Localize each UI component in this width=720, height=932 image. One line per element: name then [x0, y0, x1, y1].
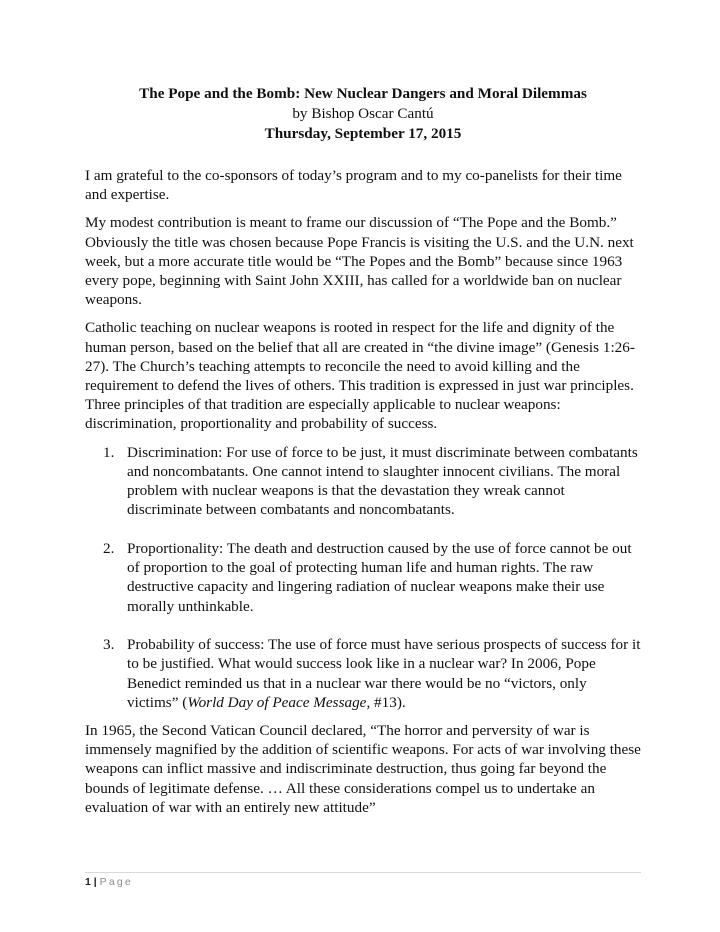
- list-number: 2.: [103, 539, 115, 557]
- principles-list: [85, 443, 641, 712]
- list-item-text-start: Probability of success: The use of force must have serious prospects of success for it to be justified. What would success look like in a nuclear war? In 2006, Pope Benedict reminded us that in a nuclear war there would be no “victors, only victims” (: [127, 636, 641, 711]
- document-title: The Pope and the Bomb: New Nuclear Dangers and Moral Dilemmas: [139, 85, 587, 102]
- byline: by Bishop Oscar Cantú: [292, 105, 434, 122]
- paragraph-frame: My modest contribution is meant to frame our discussion of “The Pope and the Bomb.” Obviously the title was chosen because Pope Francis is visiting the U.S. and the U.N. next week, but a more accurate title would be “The Popes and the Bomb” because since 1963 every pope, beginning with Saint John XXIII, has called for a worldwide ban on nuclear weapons.: [85, 214, 634, 309]
- list-item-probability-of-success: [85, 635, 641, 712]
- list-item-text: Proportionality: The death and destruction caused by the use of force cannot be out of proportion to the goal of protecting human life and human rights. The raw destructive capacity and lingering radiation of nuclear weapons make their use morally unthinkable.: [127, 539, 632, 615]
- footer-separator: |: [93, 876, 97, 888]
- paragraph-intro: I am grateful to the co-sponsors of today’s program and to my co-panelists for their time and expertise.: [85, 167, 622, 204]
- title-block: [85, 84, 641, 144]
- page-footer: [85, 872, 641, 888]
- list-item-text: Discrimination: For use of force to be just, it must discriminate between combatants and noncombatants. One cannot intend to slaughter innocent civilians. The moral problem with nuclear weapons is that the devastation they wreak cannot discriminate between combatants and noncombatants.: [127, 443, 638, 519]
- paragraph-vatican-council: In 1965, the Second Vatican Council declared, “The horror and perversity of war is immensely magnified by the addition of scientific weapons. For acts of war involving these weapons can inflict massive and indiscriminate destruction, thus going far beyond the bounds of legitimate defense. … All these considerations compel us to undertake an evaluation of war with an entirely new attitude”: [85, 722, 641, 816]
- list-item-text-end: , #13).: [366, 693, 406, 711]
- page-label: Page: [99, 876, 133, 888]
- document-page: [85, 84, 641, 817]
- page-number: 1: [85, 876, 91, 888]
- citation-title: World Day of Peace Message: [187, 693, 367, 711]
- list-item-discrimination: [85, 443, 641, 520]
- list-item-text: [127, 636, 640, 711]
- list-item-proportionality: [85, 539, 641, 616]
- paragraph-catholic-teaching: Catholic teaching on nuclear weapons is rooted in respect for the life and dignity of the human person, based on the belief that all are created in “the divine image” (Genesis 1:26-27). The Church’s teaching attempts to reconcile the need to avoid killing and the requirement to defend the lives of others. This tradition is expressed in just war principles. Three principles of that tradition are especially applicable to nuclear weapons: discrimination, proportionality and probability of success.: [85, 319, 635, 433]
- document-date: Thursday, September 17, 2015: [264, 125, 462, 142]
- list-number: 1.: [103, 443, 115, 461]
- list-number: 3.: [103, 636, 115, 654]
